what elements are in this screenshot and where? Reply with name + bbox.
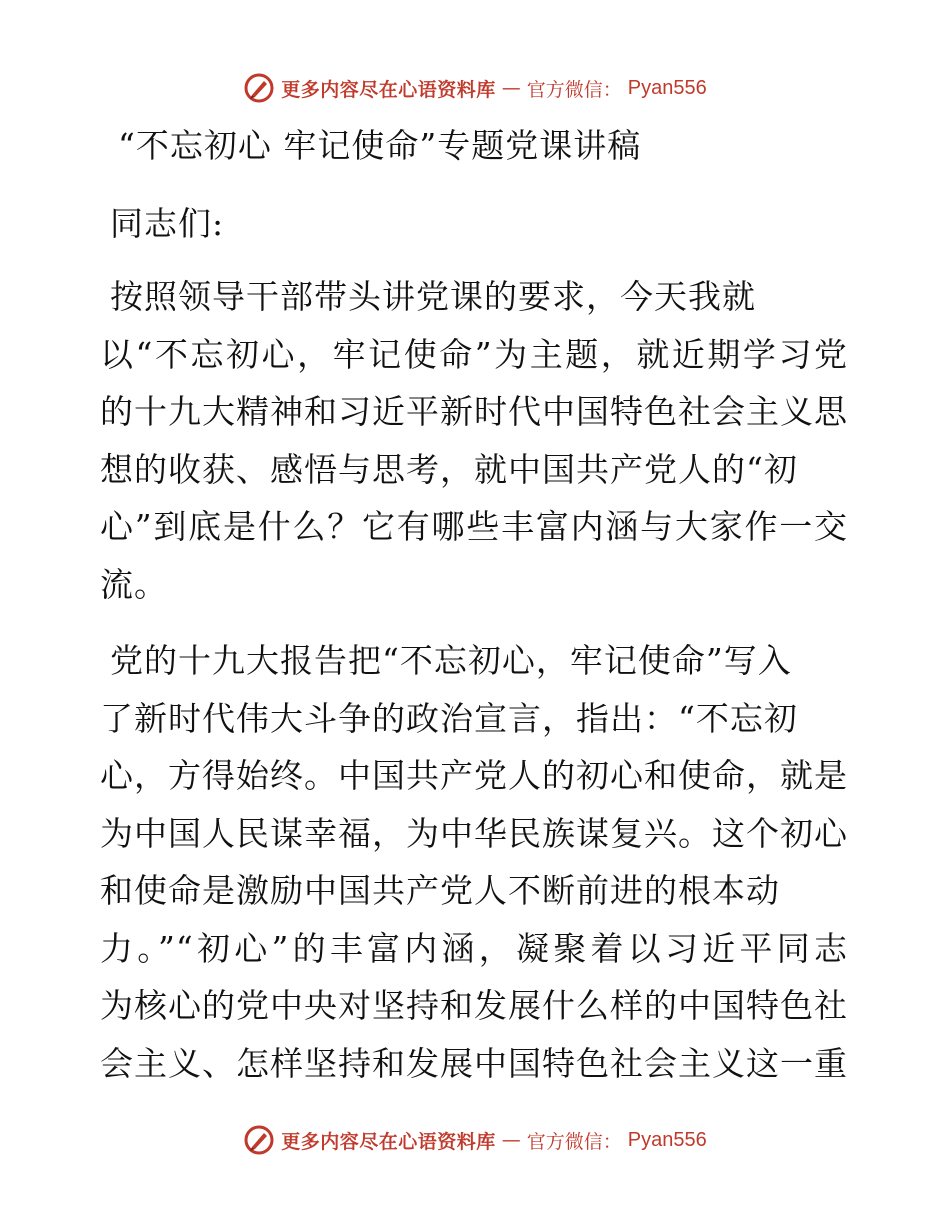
watermark-footer xyxy=(0,1122,950,1158)
paragraph-line: 和使命是激励中国共产党人不断前进的根本动 xyxy=(100,871,780,910)
paragraph-line: 了新时代伟大斗争的政治宣言，指出：“不忘初 xyxy=(100,698,798,738)
salutation: 同志们: xyxy=(110,204,225,243)
watermark-wechat-id: Pyan556 xyxy=(627,1128,707,1151)
paragraph-line: 会主义、怎样坚持和发展中国特色社会主义这一重 xyxy=(100,1043,848,1083)
paragraph-2 xyxy=(100,632,848,1092)
watermark-site-text: 更多内容尽在心语资料库 xyxy=(281,1130,496,1153)
paragraph-line: 想的收获、感悟与思考，就中国共产党人的“初 xyxy=(100,449,798,489)
paragraph-line: 为核心的党中央对坚持和发展什么样的中国特色社 xyxy=(100,986,848,1025)
watermark-site-text: 更多内容尽在心语资料库 xyxy=(281,78,496,101)
paragraph-line: 心，方得始终。中国共产党人的初心和使命，就是 xyxy=(100,756,848,795)
paragraph-line: 流。 xyxy=(100,564,168,604)
watermark-official-label: 官方微信： xyxy=(526,78,622,101)
watermark-official-label: 官方微信： xyxy=(526,1130,622,1153)
paragraph-line: 的十九大精神和习近平新时代中国特色社会主义思 xyxy=(100,392,848,431)
paragraph-1 xyxy=(100,268,848,613)
watermark-dash: — xyxy=(501,77,521,99)
paragraph-line: 为中国人民谋幸福，为中华民族谋复兴。这个初心 xyxy=(100,813,848,853)
watermark-dash: — xyxy=(501,1129,521,1151)
pen-logo-icon xyxy=(243,1124,275,1156)
paragraph-line: 力。”“初心”的丰富内涵，凝聚着以习近平同志 xyxy=(100,928,848,968)
watermark-header xyxy=(0,70,950,106)
document-title: “不忘初心 牢记使命”专题党课讲稿 xyxy=(118,126,642,165)
paragraph-line: 按照领导干部带头讲党课的要求，今天我就 xyxy=(110,277,756,316)
watermark-wechat-id: Pyan556 xyxy=(627,76,707,99)
paragraph-line: 以“不忘初心，牢记使命”为主题，就近期学习党 xyxy=(100,334,848,374)
pen-logo-icon xyxy=(243,72,275,104)
salutation-block xyxy=(100,195,848,253)
paragraph-line: 党的十九大报告把“不忘初心，牢记使命”写入 xyxy=(110,641,792,680)
paragraph-line: 心”到底是什么？它有哪些丰富内涵与大家作一交 xyxy=(100,507,848,546)
